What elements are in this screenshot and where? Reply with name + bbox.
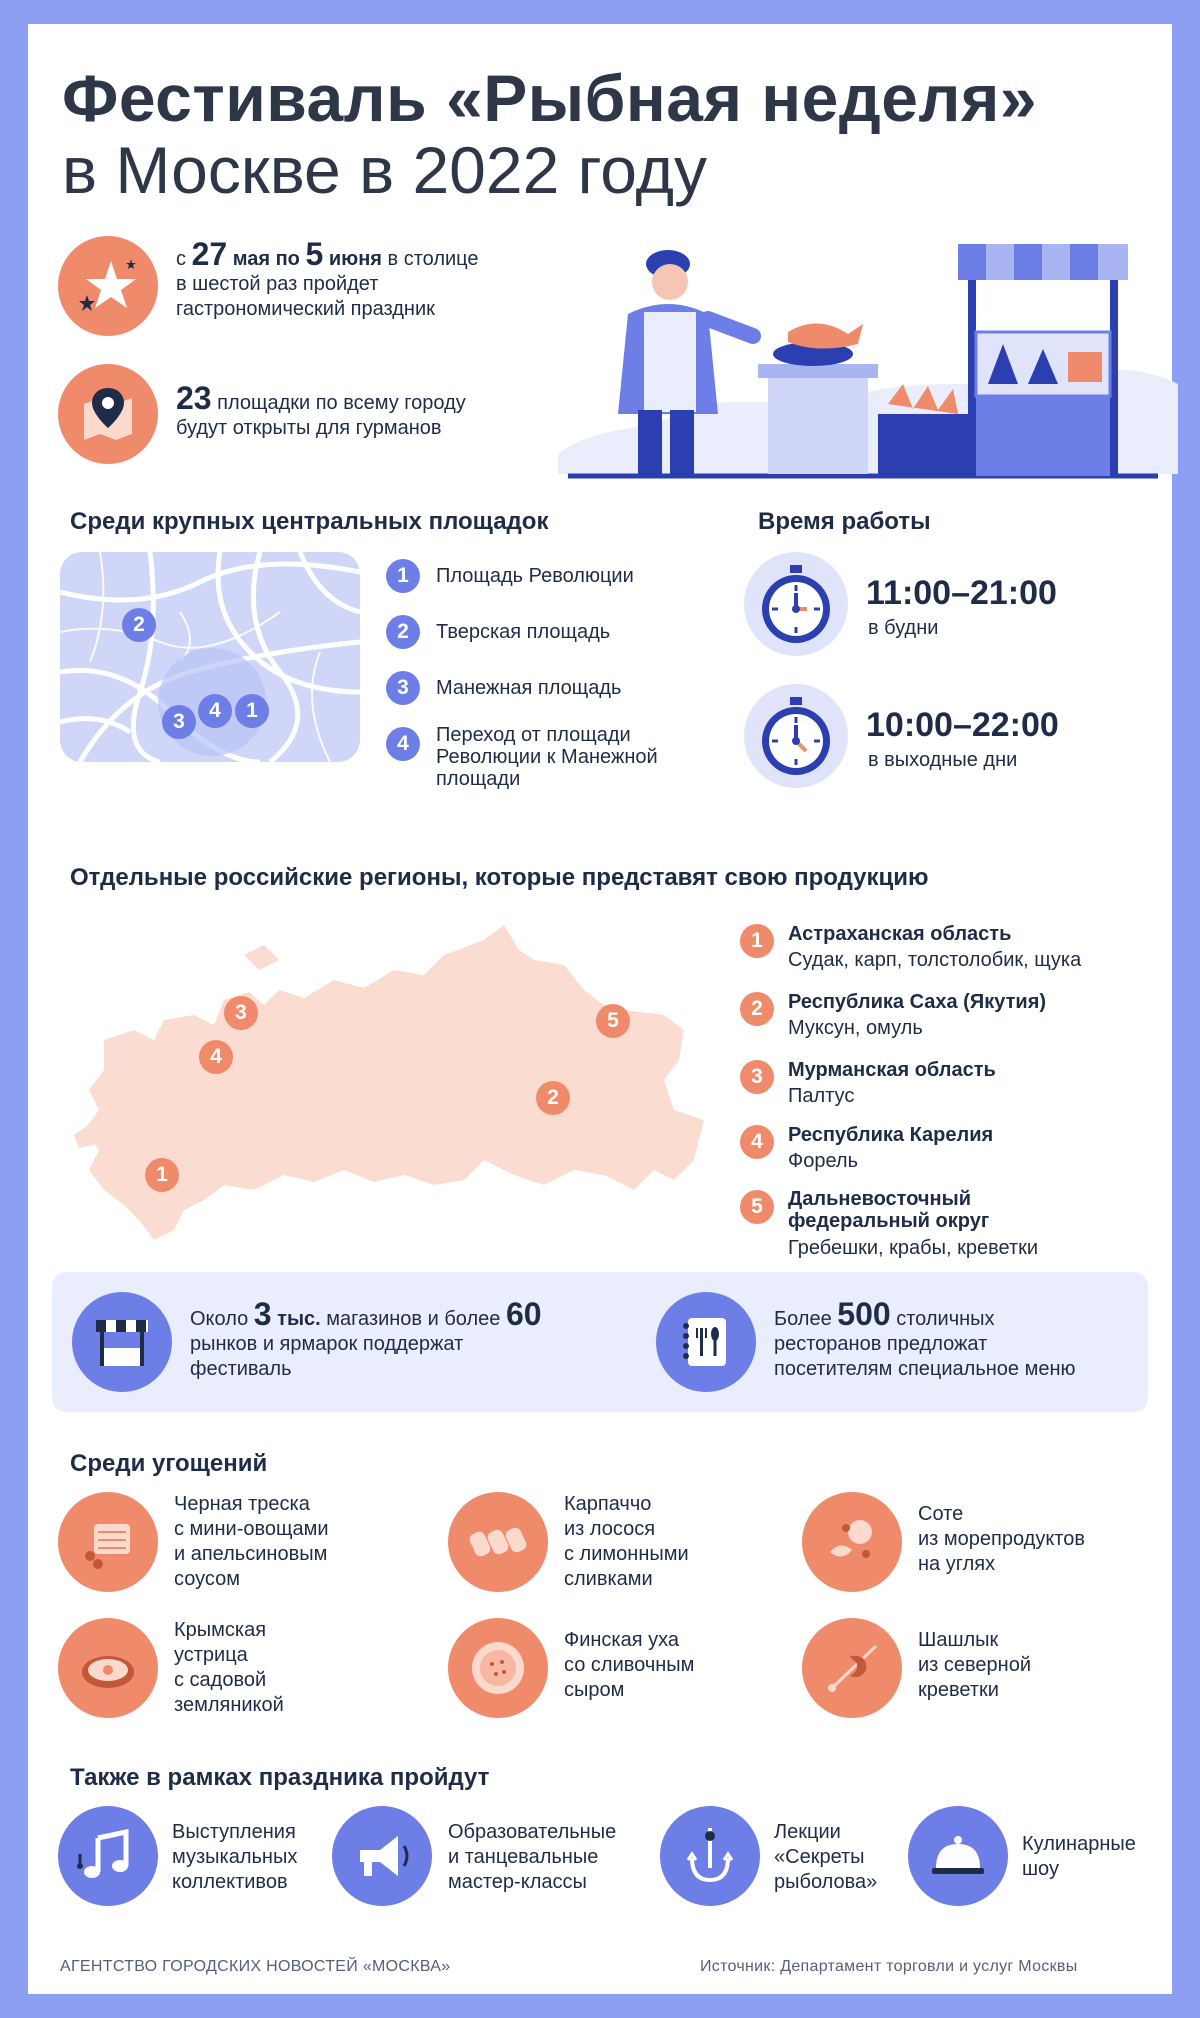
region-name: Республика Карелия [788,1124,994,1146]
map-pin-3: 3 [162,705,196,739]
agency-credit: АГЕНТСТВО ГОРОДСКИХ НОВОСТЕЙ «МОСКВА» [60,1958,451,1975]
region-fish: Муксун, омуль [788,1017,923,1039]
region-fish: Судак, карп, толстолобик, щука [788,949,1082,971]
venue-number: 4 [386,727,420,761]
event-label: Образовательные и танцевальные мастер-классы [448,1821,617,1893]
region-number: 5 [740,1190,774,1224]
regions-heading: Отдельные российские регионы, которые представят свою продукцию [70,864,929,891]
page-subtitle: в Москве в 2022 году [62,133,708,207]
region-fish: Гребешки, крабы, креветки [788,1237,1039,1259]
dish-label: Крымская устрица с садовой земляникой [174,1619,284,1716]
region-name: Астраханская область [788,923,1012,945]
events-heading: Также в рамках праздника пройдут [70,1764,490,1791]
dish-label: Черная треска с мини-овощами и апельсиновым соусом [174,1493,329,1590]
region-number: 2 [740,992,774,1026]
region-pin-1: 1 [145,1158,179,1192]
russia-map [64,920,724,1240]
cod-fillet-icon [58,1492,158,1592]
dishes-heading: Среди угощений [70,1450,268,1477]
event-label: Лекции «Секреты рыболова» [774,1821,878,1893]
dish-label: Шашлык из северной креветки [918,1629,1032,1701]
shrimp-skewer-icon [802,1618,902,1718]
salmon-icon [448,1492,548,1592]
map-pin-4: 4 [198,694,232,728]
source-credit: Источник: Департамент торговли и услуг Москвы [700,1958,1078,1975]
map-pin-2: 2 [122,608,156,642]
market-stall-icon [72,1292,172,1392]
hours-heading: Время работы [758,508,931,535]
fishing-hook-icon [660,1806,760,1906]
soup-icon [448,1618,548,1718]
region-number: 4 [740,1125,774,1159]
menu-book-icon [656,1292,756,1392]
region-pin-3: 3 [224,996,258,1030]
weekday-hours: 11:00–21:00 [866,574,1057,612]
venue-label: Тверская площадь [436,621,611,643]
festival-dates-text: с 27 мая по 5 июня в столице в шестой раз пройдет гастрономический праздник [176,236,479,320]
region-pin-5: 5 [596,1004,630,1038]
venue-number: 3 [386,671,420,705]
map-pin-icon [58,364,158,464]
region-pin-2: 2 [536,1081,570,1115]
region-name: Дальневосточный федеральный округ [788,1188,990,1232]
moscow-center-map [60,552,360,762]
music-note-icon [58,1806,158,1906]
region-pin-4: 4 [199,1040,233,1074]
region-fish: Палтус [788,1085,855,1107]
map-pin-1: 1 [235,694,269,728]
region-name: Республика Саха (Якутия) [788,991,1047,1013]
dish-label: Соте из морепродуктов на углях [918,1503,1085,1575]
page-title: Фестиваль «Рыбная неделя» [62,61,1038,135]
weekend-label: в выходные дни [868,749,1018,771]
dish-label: Финская уха со сливочным сыром [564,1629,695,1701]
cloche-icon [908,1806,1008,1906]
region-number: 3 [740,1060,774,1094]
region-number: 1 [740,924,774,958]
star-icon [58,236,158,336]
fish-vendor-illustration [558,224,1178,484]
stopwatch-icon [744,552,848,656]
megaphone-icon [332,1806,432,1906]
venue-number: 2 [386,615,420,649]
region-fish: Форель [788,1150,858,1172]
venue-label: Площадь Революции [436,565,634,587]
weekend-hours: 10:00–22:00 [866,706,1059,744]
oyster-icon [58,1618,158,1718]
weekday-label: в будни [868,617,939,639]
venue-label: Манежная площадь [436,677,622,699]
dish-label: Карпаччо из лосося с лимонными сливками [564,1493,689,1590]
region-name: Мурманская область [788,1059,996,1081]
event-label: Выступления музыкальных коллективов [172,1821,298,1893]
shops-stat-text: Около 3 тыс. магазинов и более 60 рынков и ярмарок поддержат фестиваль [190,1296,542,1380]
venues-count-text: 23 площадки по всему городу будут открыты для гурманов [176,380,466,439]
event-label: Кулинарные шоу [1022,1833,1136,1880]
stopwatch-icon [744,684,848,788]
central-venues-heading: Среди крупных центральных площадок [70,508,549,535]
venue-number: 1 [386,559,420,593]
restaurants-stat-text: Более 500 столичных ресторанов предложат посетителям специальное меню [774,1296,1076,1380]
infographic-page [28,24,1172,1994]
venue-label: Переход от площади Революции к Манежной площади [436,724,658,790]
seafood-icon [802,1492,902,1592]
